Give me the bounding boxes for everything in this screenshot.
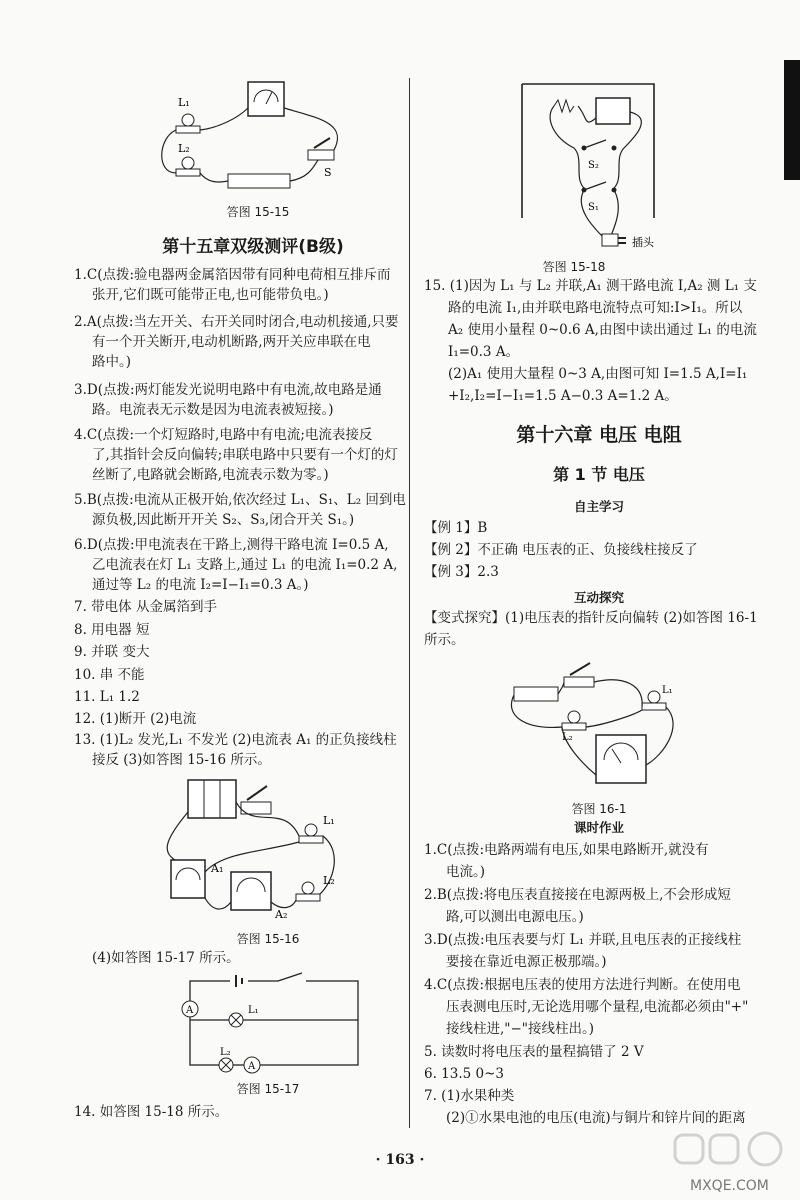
switch-lever: [314, 138, 330, 148]
battery: [514, 687, 558, 701]
answer-line: 11. L₁ 1.2: [74, 689, 140, 705]
heater-coil: [554, 100, 574, 112]
answer-line: 丝断了,电路就会断路,电流表示数为零。): [92, 467, 329, 483]
example-line: 【例 2】不正确 电压表的正、负接线柱接反了: [424, 542, 698, 558]
answer-line: 1.C(点拨:验电器两金属箔因带有同种电荷相互排斥而: [74, 267, 391, 283]
answer-line: 7. 带电体 从金属箔到手: [74, 599, 217, 615]
bulb-l2: [568, 711, 580, 723]
label-a: A: [186, 1005, 194, 1016]
circuit-figure-15-16: [163, 772, 393, 927]
label-l2: L₂: [220, 1047, 231, 1058]
example-line: 【例 1】B: [424, 520, 488, 536]
homework-line: 压表测电压时,无论选用哪个量程,电流都必须由"+": [446, 999, 749, 1015]
section-1-title: 第 1 节 电压: [553, 465, 645, 484]
answer-line: 13. (1)L₂ 发光,L₁ 不发光 (2)电流表 A₁ 的正负接线柱: [74, 732, 397, 748]
answer-line: 源负极,因此断开开关 S₂、S₃,闭合开关 S₁。): [92, 512, 355, 528]
switch: [564, 677, 594, 687]
answer-line: 张开,它们既可能带正电,也可能带负电。): [92, 287, 329, 303]
label-a1: A₁: [211, 862, 224, 875]
label-plug: 插头: [632, 236, 654, 249]
label-l1: L₁: [323, 814, 335, 827]
answer-line: 3.D(点拨:两灯能发光说明电路中有电流,故电路是通: [74, 382, 382, 398]
variant-line: 【变式探究】(1)电压表的指针反向偏转 (2)如答图 16-1: [424, 610, 758, 626]
answer-line: 10. 串 不能: [74, 667, 145, 683]
subsection-interactive: 互动探究: [573, 590, 624, 605]
circuit-figure-16-1: [504, 655, 694, 795]
answer-line: 路。电流表无示数是因为电流表被短接。): [92, 402, 334, 418]
homework-line: 5. 读数时将电压表的量程搞错了 2 V: [424, 1044, 644, 1060]
example-line: 【例 3】2.3: [424, 564, 499, 580]
answer-line: I₁=0.3 A。: [448, 344, 520, 360]
caption-15-16: 答图 15-16: [236, 932, 300, 946]
chapter-16-title: 第十六章 电压 电阻: [516, 424, 682, 446]
homework-line: 电流。): [446, 864, 486, 880]
homework-line: 1.C(点拨:电路两端有电压,如果电路断开,就没有: [424, 842, 709, 858]
answer-line: 路中。): [92, 354, 132, 370]
answer-line: 8. 用电器 短: [74, 622, 150, 638]
bulb-l2: [302, 882, 314, 894]
answer-line: 12. (1)断开 (2)电流: [74, 711, 197, 727]
answer-line: 乙电流表在灯 L₁ 支路上,通过 L₁ 的电流 I₁=0.2 A,: [92, 557, 398, 573]
homework-line: 6. 13.5 0~3: [424, 1066, 505, 1082]
answer-line: 路的电流 I₁,由并联电路电流特点可知:I>I₁。所以: [448, 300, 743, 316]
answer-line: 4.C(点拨:一个灯短路时,电路中有电流;电流表接反: [74, 427, 373, 443]
bulb-l2-base: [176, 169, 200, 176]
page-number: · 163 ·: [375, 1152, 425, 1168]
switch-s1: [584, 182, 606, 190]
appliance-frame: [522, 84, 654, 218]
answer-line: 通过等 L₂ 的电流 I₂=I−I₁=0.3 A。): [92, 577, 309, 593]
label-a-2: A: [248, 1061, 256, 1072]
answer-line: +I₂,I₂=I−I₁=1.5 A−0.3 A=1.2 A。: [448, 388, 678, 404]
label-l1: L₁: [662, 685, 673, 696]
subsection-self-study: 自主学习: [573, 499, 624, 514]
answer-line: (2)A₁ 使用大量程 0~3 A,由图可知 I=1.5 A,I=I₁: [448, 366, 748, 382]
homework-line: 路,可以测出电源电压。): [446, 909, 584, 925]
label-s2: S₂: [588, 160, 599, 171]
circuit-figure-15-15: [148, 78, 378, 203]
subsection-homework: 课时作业: [573, 820, 624, 835]
answer-line: 了,其指针会反向偏转;串联电路中只要有一个灯的灯: [92, 447, 398, 463]
column-divider: [409, 78, 410, 1128]
answer-line: 15. (1)因为 L₁ 与 L₂ 并联,A₁ 测干路电流 I,A₂ 测 L₁ 支: [424, 278, 757, 294]
circuit-figure-15-18: [514, 78, 694, 263]
page-edge-tab: [784, 60, 800, 180]
bulb-l1: [648, 691, 660, 703]
homework-line: 要接在靠近电源正极那端。): [446, 954, 607, 970]
label-l2: L₂: [323, 874, 335, 887]
battery-box: [188, 780, 236, 818]
watermark-text: MXQE.COM: [690, 1178, 769, 1194]
answer-line: 5.B(点拨:电流从正极开始,依次经过 L₁、S₁、L₂ 回到电: [74, 492, 406, 508]
answer-line: A₂ 使用小量程 0~0.6 A,由图中读出通过 L₁ 的电流: [448, 322, 757, 338]
variant-line: 所示。: [424, 632, 465, 648]
homework-line: 3.D(点拨:电压表要与灯 L₁ 并联,且电压表的正接线柱: [424, 932, 742, 948]
bulb-l2: [182, 157, 194, 169]
answer-line: 有一个开关断开,电动机断路,两开关应串联在电: [92, 334, 371, 350]
battery-pack: [228, 174, 290, 188]
answer-line: 2.A(点拨:当左开关、右开关同时闭合,电动机接通,只要: [74, 314, 399, 330]
homework-line: 接线柱进,"−"接线柱出。): [446, 1021, 595, 1037]
bulb-l1: [305, 824, 317, 836]
caption-15-17: 答图 15-17: [236, 1082, 300, 1096]
answer-line: 9. 并联 变大: [74, 644, 150, 660]
answer-line: 14. 如答图 15-18 所示。: [74, 1104, 229, 1120]
circuit-schematic-15-17: [178, 975, 368, 1075]
label-s: S: [324, 166, 332, 179]
caption-15-15: 答图 15-15: [226, 205, 290, 219]
homework-line: 2.B(点拨:将电压表直接接在电源两极上,不会形成短: [424, 887, 731, 903]
answer-line: 接反 (3)如答图 15-16 所示。: [92, 752, 271, 768]
label-l1: L₁: [178, 96, 190, 109]
label-l1: L₁: [248, 1005, 259, 1016]
motor: [596, 98, 630, 124]
label-a2: A₂: [275, 908, 288, 921]
homework-line: (2)①水果电池的电压(电流)与铜片和锌片间的距离: [446, 1110, 746, 1126]
plug: [602, 234, 618, 246]
chapter-15-test-heading: 第十五章双级测评(B级): [162, 237, 344, 257]
ammeter-device: [248, 82, 284, 116]
switch-s: [308, 150, 334, 160]
voltmeter: [596, 735, 646, 783]
bulb-l1: [182, 114, 194, 126]
label-l2: L₂: [178, 142, 190, 155]
answer-line: (4)如答图 15-17 所示。: [92, 950, 240, 966]
caption-16-1: 答图 16-1: [571, 802, 627, 816]
answer-line: 6.D(点拨:甲电流表在干路上,测得干路电流 I=0.5 A,: [74, 537, 389, 553]
bulb-l1-base: [176, 126, 200, 133]
label-s1: S₁: [588, 202, 599, 213]
switch-s2: [584, 140, 606, 148]
caption-15-18: 答图 15-18: [542, 260, 606, 274]
homework-line: 4.C(点拨:根据电压表的使用方法进行判断。在使用电: [424, 977, 741, 993]
homework-line: 7. (1)水果种类: [424, 1088, 515, 1104]
label-l2: L₂: [562, 732, 573, 743]
